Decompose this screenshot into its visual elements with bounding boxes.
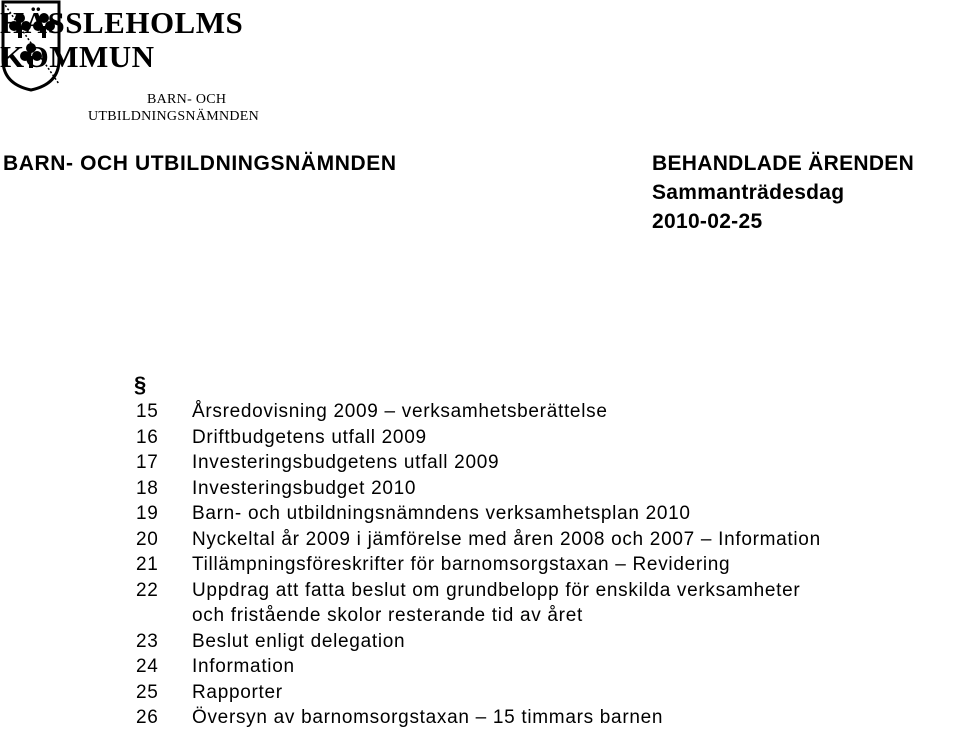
item-text: Driftbudgetens utfall 2009 <box>192 426 427 448</box>
org-name-line1: HÄSSLEHOLMS <box>0 5 244 40</box>
item-number: 17 <box>136 452 159 473</box>
item-number: 16 <box>136 426 159 448</box>
list-item <box>136 501 821 527</box>
item-text: Investeringsbudgetens utfall 2009 <box>192 452 500 473</box>
document-title: BEHANDLADE ÄRENDEN <box>652 152 915 175</box>
list-item <box>136 552 821 578</box>
item-number: 22 <box>136 579 159 601</box>
item-number: 18 <box>136 477 159 499</box>
meeting-label: Sammanträdesdag <box>652 181 845 204</box>
item-text: och fristående skolor resterande tid av året <box>192 605 583 626</box>
item-number: 25 <box>136 681 159 703</box>
list-item <box>136 578 821 604</box>
org-sub-line1: BARN- OCH <box>147 92 227 107</box>
list-item <box>136 450 821 476</box>
list-item <box>136 705 821 731</box>
item-text: Tillämpningsföreskrifter för barnomsorgstaxan – Revidering <box>192 554 731 575</box>
item-text: Uppdrag att fatta beslut om grundbelopp för enskilda verksamheter <box>192 579 801 601</box>
item-number: 20 <box>136 528 159 550</box>
item-number: 23 <box>136 630 159 652</box>
org-sub-line2: UTBILDNINGSNÄMNDEN <box>88 109 260 124</box>
meeting-date: 2010-02-25 <box>652 210 763 233</box>
item-text: Barn- och utbildningsnämndens verksamhetsplan 2010 <box>192 503 691 524</box>
list-item <box>136 680 821 706</box>
org-name-line2: KOMMUN <box>0 39 155 74</box>
list-item <box>136 603 821 629</box>
item-text: Information <box>192 656 295 677</box>
item-number: 15 <box>136 401 159 422</box>
item-number <box>136 603 192 629</box>
item-number: 21 <box>136 554 159 575</box>
list-item <box>136 654 821 680</box>
item-text: Översyn av barnomsorgstaxan – 15 timmars barnen <box>192 707 664 728</box>
agenda-list <box>136 399 821 731</box>
item-text: Rapporter <box>192 681 283 703</box>
list-item <box>136 527 821 553</box>
committee-title: BARN- OCH UTBILDNINGSNÄMNDEN <box>3 152 397 175</box>
item-text: Nyckeltal år 2009 i jämförelse med åren 2008 och 2007 – Information <box>192 528 821 550</box>
item-number: 26 <box>136 707 159 728</box>
item-text: Beslut enligt delegation <box>192 630 406 652</box>
item-text: Investeringsbudget 2010 <box>192 477 417 499</box>
list-item <box>136 629 821 655</box>
item-text: Årsredovisning 2009 – verksamhetsberättelse <box>192 401 608 422</box>
list-item <box>136 399 821 425</box>
item-number: 24 <box>136 656 159 677</box>
section-mark: § <box>134 372 147 397</box>
list-item <box>136 476 821 502</box>
list-item <box>136 425 821 451</box>
item-number: 19 <box>136 503 159 524</box>
